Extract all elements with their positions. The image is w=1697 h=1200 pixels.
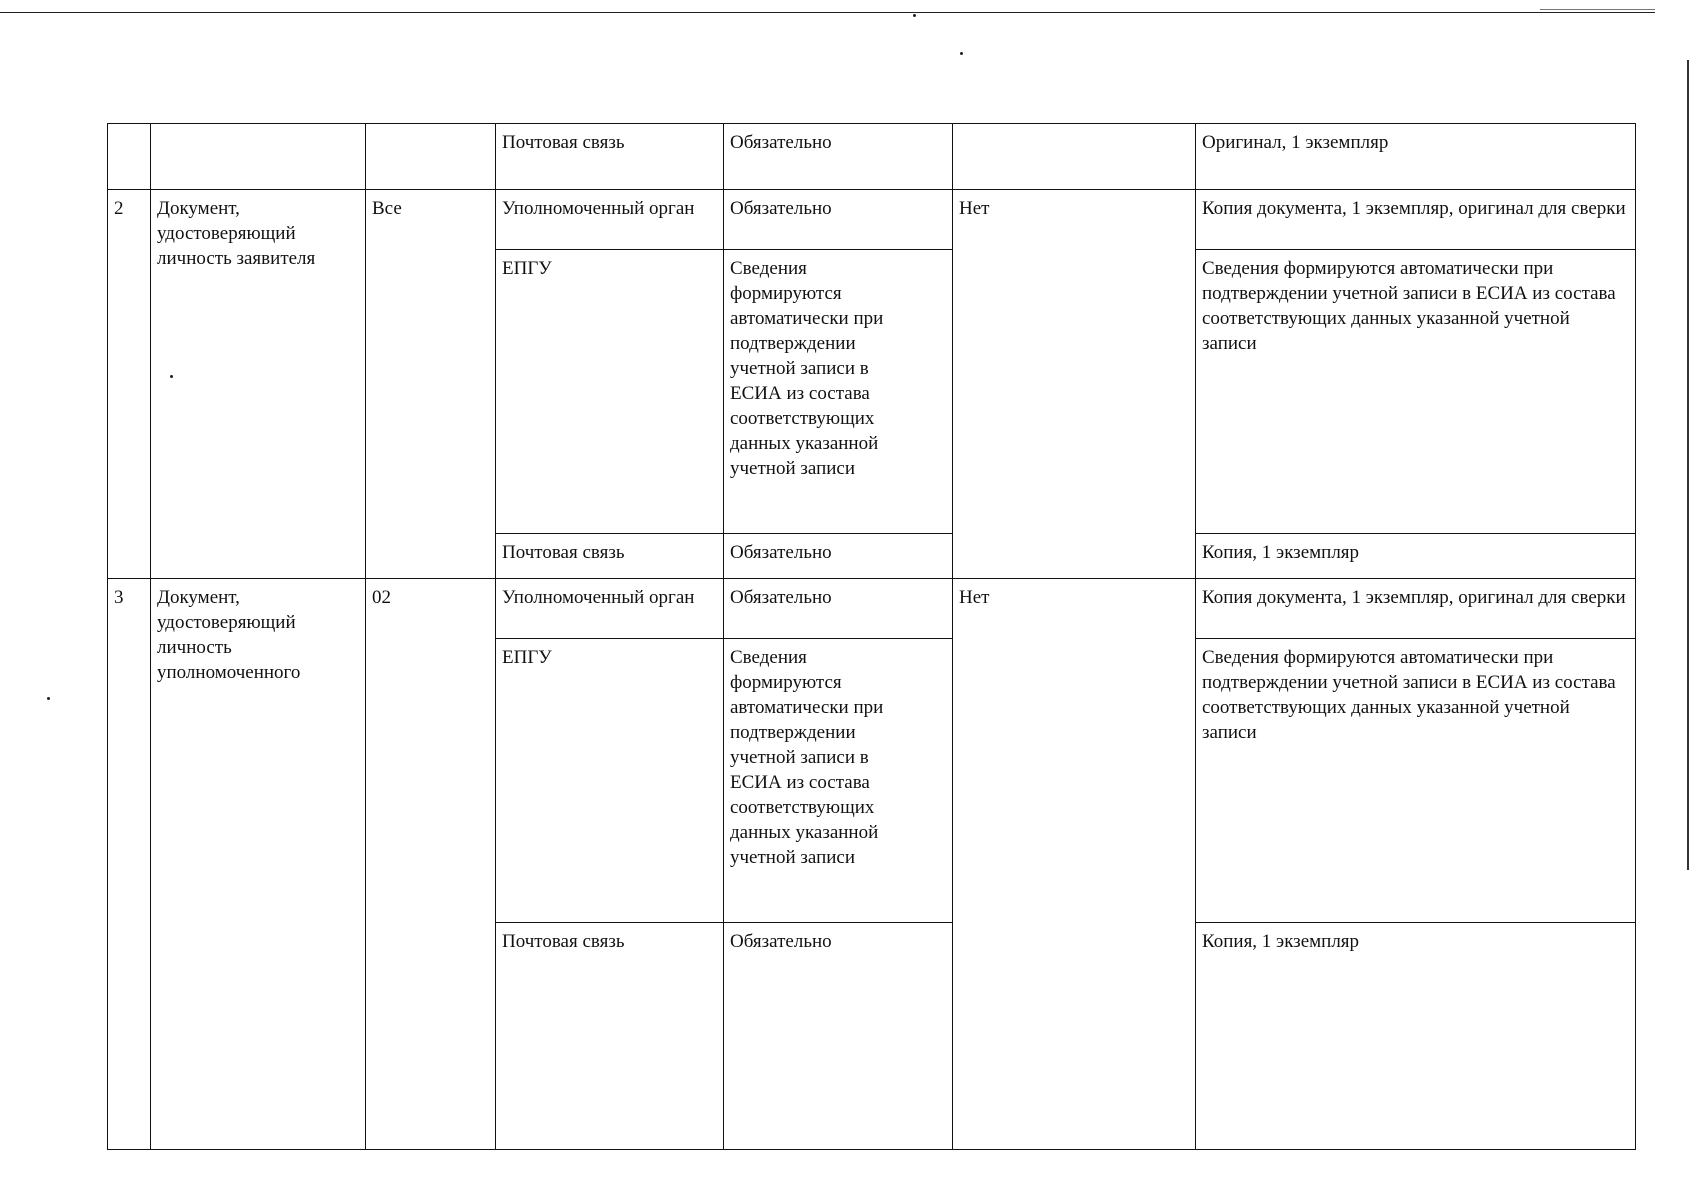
requirement: Обязательно	[724, 579, 953, 639]
row-number	[108, 124, 151, 190]
row-number: 2	[108, 190, 151, 579]
requirement: Сведения формируются автоматически при подтверждении учетной записи в ЕСИА из состава соответствующих данных указанной учетной записи	[724, 639, 953, 923]
document-form: Копия документа, 1 экземпляр, оригинал для сверки	[1196, 579, 1636, 639]
document-form: Сведения формируются автоматически при подтверждении учетной записи в ЕСИА из состава соответствующих данных указанной учетной записи	[1196, 250, 1636, 534]
applicant-category	[366, 124, 496, 190]
scan-right-edge	[1687, 60, 1689, 870]
documents-table	[107, 123, 1636, 1150]
submission-channel: Уполномоченный орган	[496, 579, 724, 639]
applicant-category: Все	[366, 190, 496, 579]
requirement: Обязательно	[724, 190, 953, 250]
row-number: 3	[108, 579, 151, 1150]
document-form: Сведения формируются автоматически при подтверждении учетной записи в ЕСИА из состава соответствующих данных указанной учетной записи	[1196, 639, 1636, 923]
flag-cell	[953, 124, 1196, 190]
flag-cell: Нет	[953, 190, 1196, 579]
document-form: Оригинал, 1 экземпляр	[1196, 124, 1636, 190]
submission-channel: ЕПГУ	[496, 250, 724, 534]
document-form: Копия, 1 экземпляр	[1196, 534, 1636, 579]
submission-channel: Почтовая связь	[496, 124, 724, 190]
scan-speck	[47, 697, 50, 700]
flag-cell: Нет	[953, 579, 1196, 1150]
document-form: Копия, 1 экземпляр	[1196, 923, 1636, 1150]
requirement: Сведения формируются автоматически при подтверждении учетной записи в ЕСИА из состава соответствующих данных указанной учетной записи	[724, 250, 953, 534]
submission-channel: ЕПГУ	[496, 639, 724, 923]
requirement: Обязательно	[724, 124, 953, 190]
applicant-category: 02	[366, 579, 496, 1150]
submission-channel: Почтовая связь	[496, 923, 724, 1150]
document-form: Копия документа, 1 экземпляр, оригинал для сверки	[1196, 190, 1636, 250]
requirement: Обязательно	[724, 534, 953, 579]
scan-speck	[913, 14, 916, 17]
table-row	[108, 190, 1636, 250]
submission-channel: Уполномоченный орган	[496, 190, 724, 250]
table-row	[108, 124, 1636, 190]
document-name: Документ, удостоверяющий личность заявителя	[151, 190, 366, 579]
scan-speck	[960, 52, 963, 55]
submission-channel: Почтовая связь	[496, 534, 724, 579]
scan-top-rule	[0, 12, 1655, 13]
document-name	[151, 124, 366, 190]
scan-top-rule-fragment	[1540, 9, 1655, 10]
table-row	[108, 579, 1636, 639]
document-name: Документ, удостоверяющий личность уполномоченного	[151, 579, 366, 1150]
requirement: Обязательно	[724, 923, 953, 1150]
